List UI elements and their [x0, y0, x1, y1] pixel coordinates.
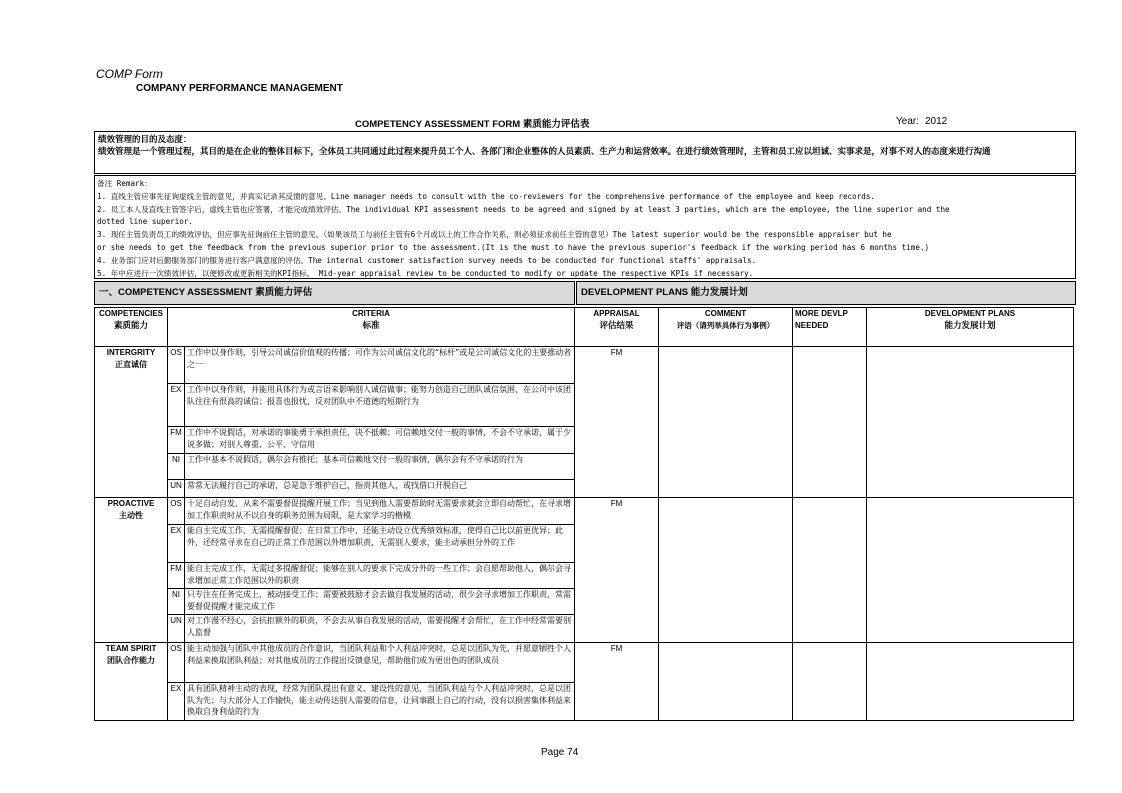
level-code: OS [168, 347, 185, 384]
table-row [95, 347, 1074, 384]
development-plan-cell[interactable] [867, 643, 1074, 721]
level-code: OS [168, 643, 185, 683]
more-devlp-cell[interactable] [793, 643, 867, 721]
criteria-text: 十足自动自发、从来不需要督促提醒开展工作；当见到他人需要帮助时无需要求就会立即自动帮忙，在寻求增加工作职责时从不以自身的职务范围为局限，是大家学习的楷模 [185, 498, 575, 525]
competency-team-spirit: TEAM SPIRIT 团队合作能力 [95, 643, 168, 721]
competency-proactive: PROACTIVE 主动性 [95, 498, 168, 643]
remark-line: dotted line superior. [97, 217, 194, 227]
table-header-row [95, 308, 1074, 347]
criteria-text: 对工作漫不经心，会抗拒额外的职责，不会去从事自我发展的活动，需要提醒才会帮忙，在工作中经常需要别人监督 [185, 615, 575, 643]
comment-cell[interactable] [659, 498, 793, 643]
section-development-plans: DEVELOPMENT PLANS 能力发展计划 [576, 281, 1076, 305]
remark-line: 4. 业务部门应对后勤服务部门的服务进行客户满意度的评估。The internal customer satisfaction survey needs to be conducted for functional staffs' appraisals. [97, 255, 757, 265]
criteria-text: 工作中以身作则，引导公司诚信价值观的传播；可作为公司诚信文化的“标杆”或是公司诚信文化的主要推动者之一 [185, 347, 575, 384]
development-plan-cell[interactable] [867, 347, 1074, 498]
header-competencies: COMPETENCIES 素质能力 [95, 308, 168, 347]
appraisal-cell[interactable]: FM [575, 643, 659, 721]
purpose-box [94, 131, 1076, 174]
comp-form-label: COMP Form [96, 67, 163, 81]
purpose-title: 绩效管理的目的及态度： [98, 135, 192, 145]
page-number: Page 74 [541, 747, 579, 758]
criteria-text: 能自主完成工作，无需过多提醒督促；能够在别人的要求下完成分外的一些工作；会自愿帮助他人，偶尔会寻求增加正常工作范围以外的职责 [185, 563, 575, 589]
year-label: Year: [896, 116, 919, 127]
level-code: UN [168, 615, 185, 643]
purpose-text: 绩效管理是一个管理过程，其目的是在企业的整体目标下，全体员工共同通过此过程来提升员工个人、各部门和企业整体的人员素质、生产力和运营效率。在进行绩效管理时，主管和员工应以坦诚、实事求是，对事不对人的态度来进行沟通 [98, 147, 991, 157]
more-devlp-cell[interactable] [793, 347, 867, 498]
comment-cell[interactable] [659, 347, 793, 498]
company-title: COMPANY PERFORMANCE MANAGEMENT [136, 83, 343, 94]
competency-table [94, 307, 1074, 721]
criteria-text: 能自主完成工作，无需提醒督促；在日常工作中，还能主动设立优秀绩效标准，使得自己比以前更优异；此外，还经常寻求在自己的正常工作范围以外增加职责，无需别人要求，能主动承担分外的工作 [185, 525, 575, 563]
table-row [95, 498, 1074, 525]
header-appraisal: APPRAISAL 评估结果 [575, 308, 659, 347]
more-devlp-cell[interactable] [793, 498, 867, 643]
level-code: NI [168, 454, 185, 480]
level-code: NI [168, 589, 185, 615]
remark-line: 1. 直线主管应事先征询虚线主管的意见，并真实记录其反馈的意见。Line manager needs to consult with the co-reviewers for the comprehensive performance of the employee and keep records. [97, 191, 875, 201]
header-more-devlp: MORE DEVLP NEEDED [793, 308, 867, 347]
level-code: FM [168, 563, 185, 589]
level-code: FM [168, 427, 185, 454]
remark-line: 2. 员工本人及直线主管签字后，虚线主管也应签署，才能完成绩效评估。The individual KPI assessment needs to be agreed and signed by at least 3 parties, which are the employee, the line superior and the [97, 204, 950, 214]
criteria-text: 工作中以身作则，并能用具体行为或言语来影响别人诚信做事；能努力创造自己团队诚信氛围，在公司中该团队往往有很高的诚信；报喜也报忧，反对团队中不道德的短期行为 [185, 384, 575, 427]
criteria-text: 只专注在任务完成上，被动接受工作；需要被鼓励才会去做自我发展的活动，很少会寻求增加工作职责，常需要督促提醒才能完成工作 [185, 589, 575, 615]
appraisal-cell[interactable]: FM [575, 347, 659, 498]
level-code: OS [168, 498, 185, 525]
appraisal-cell[interactable]: FM [575, 498, 659, 643]
development-plan-cell[interactable] [867, 498, 1074, 643]
year-value: 2012 [924, 116, 948, 127]
criteria-text: 具有团队精神主动的表现，经常为团队提出有意义、建设性的意见，当团队利益与个人利益冲突时，总是以团队为先；与大部分人工作愉快，能主动传达别人需要的信息，让同事跟上自己的行动，没有以损害集体利益来换取自身利益的行为 [185, 683, 575, 721]
criteria-text: 常常无法履行自己的承诺，总是急于维护自己，指责其他人，或找借口开脱自己 [185, 480, 575, 498]
year-field [896, 116, 947, 127]
header-criteria: CRITERIA 标准 [168, 308, 575, 347]
level-code: EX [168, 683, 185, 721]
remark-line: 5. 年中应进行一次绩效评估，以便修改或更新相关的KPI指标。 Mid-year appraisal review to be conducted to modify or update the respective KPIs if necessary. [97, 268, 754, 278]
header-comment: COMMENT 评语（请列举具体行为事例） [659, 308, 793, 347]
criteria-text: 能主动加强与团队中其他成员的合作意识，当团队利益和个人利益冲突时，总是以团队为先，并愿意牺牲个人利益来换取团队利益；对其他成员的工作提出反馈意见，帮助他们成为更出色的团队成员 [185, 643, 575, 683]
remark-line: or she needs to get the feedback from the previous superior prior to the assessment.(It is the must to have the previous superior's feedback if the working period has 6 months time.) [97, 242, 930, 252]
level-code: EX [168, 384, 185, 427]
section-competency-assessment: 一、COMPETENCY ASSESSMENT 素质能力评估 [94, 281, 575, 305]
form-title: COMPETENCY ASSESSMENT FORM 素质能力评估表 [355, 119, 590, 130]
comment-cell[interactable] [659, 643, 793, 721]
level-code: EX [168, 525, 185, 563]
header-development-plans: DEVELOPMENT PLANS 能力发展计划 [867, 308, 1074, 347]
criteria-text: 工作中基本不说假话，偶尔会有推托；基本可信赖地交付一般的事情，偶尔会有不守承诺的行为 [185, 454, 575, 480]
remarks-box [94, 175, 1076, 279]
remark-line: 3. 现任主管负责员工的绩效评估，但应事先征询前任主管的意见。（如果该员工与前任主管有6个月或以上的工作合作关系，则必须征求前任主管的意见）The latest superior would be the responsible appraiser but he [97, 230, 892, 240]
level-code: UN [168, 480, 185, 498]
competency-integrity: INTERGRITY 正直诚信 [95, 347, 168, 498]
table-row [95, 643, 1074, 683]
criteria-text: 工作中不说假话，对承诺的事能勇于承担责任，决不抵赖；可信赖地交付一般的事情，不会不守承诺，属于少说多做；对别人尊重、公平、守信用 [185, 427, 575, 454]
remarks-title: 备注 Remark： [97, 179, 152, 188]
